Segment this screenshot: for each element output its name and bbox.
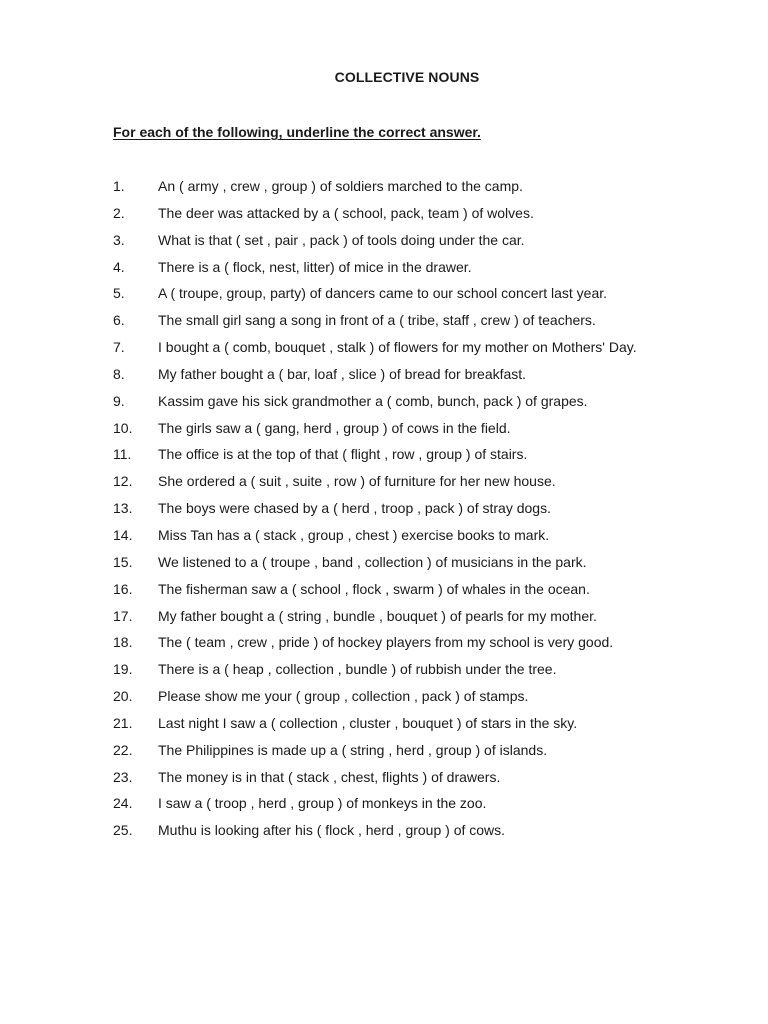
question-text: The deer was attacked by a ( school, pack, team ) of wolves.: [158, 204, 534, 221]
question-text: The small girl sang a song in front of a ( tribe, staff , crew ) of teachers.: [158, 312, 596, 329]
question-text: The Philippines is made up a ( string , herd , group ) of islands.: [158, 741, 548, 758]
question-number: 12.: [113, 473, 133, 490]
question-number: 6.: [113, 312, 125, 329]
question-number: 19.: [113, 661, 133, 678]
question-number: 3.: [113, 231, 125, 248]
instruction-text: For each of the following, underline the correct answer.: [113, 124, 481, 140]
question-number: 22.: [113, 741, 133, 758]
page-title: COLLECTIVE NOUNS: [334, 69, 480, 85]
question-text: I saw a ( troop , herd , group ) of monkeys in the zoo.: [158, 795, 487, 812]
question-text: My father bought a ( string , bundle , bouquet ) of pearls for my mother.: [158, 607, 597, 624]
question-text: The ( team , crew , pride ) of hockey players from my school is very good.: [158, 634, 614, 651]
question-text: I bought a ( comb, bouquet , stalk ) of flowers for my mother on Mothers' Day.: [158, 339, 637, 356]
question-number: 5.: [113, 285, 125, 302]
question-text: A ( troupe, group, party) of dancers came to our school concert last year.: [158, 285, 608, 302]
question-number: 1.: [113, 178, 125, 194]
question-number: 23.: [113, 768, 133, 785]
question-number: 16.: [113, 580, 133, 597]
question-text: There is a ( heap , collection , bundle ) of rubbish under the tree.: [158, 661, 557, 678]
question-number: 4.: [113, 258, 125, 275]
question-text: The fisherman saw a ( school , flock , swarm ) of whales in the ocean.: [158, 580, 590, 597]
question-number: 2.: [113, 204, 125, 221]
question-text: Please show me your ( group , collection , pack ) of stamps.: [158, 688, 529, 705]
question-number: 17.: [113, 607, 133, 624]
question-number: 21.: [113, 714, 133, 731]
question-text: The office is at the top of that ( flight , row , group ) of stairs.: [158, 446, 528, 463]
question-number: 8.: [113, 365, 125, 382]
question-number: 14.: [113, 526, 133, 543]
question-text: She ordered a ( suit , suite , row ) of furniture for her new house.: [158, 473, 556, 490]
question-text: Last night I saw a ( collection , cluster , bouquet ) of stars in the sky.: [158, 714, 578, 731]
question-number: 9.: [113, 392, 125, 409]
question-number: 15.: [113, 553, 133, 570]
question-text: My father bought a ( bar, loaf , slice ) of bread for breakfast.: [158, 365, 527, 382]
question-text: Muthu is looking after his ( flock , herd , group ) of cows.: [158, 822, 506, 839]
question-number: 13.: [113, 500, 133, 517]
question-text: We listened to a ( troupe , band , collection ) of musicians in the park.: [158, 553, 587, 570]
question-text: The boys were chased by a ( herd , troop , pack ) of stray dogs.: [158, 500, 551, 517]
question-text: Miss Tan has a ( stack , group , chest ) exercise books to mark.: [158, 526, 550, 543]
question-number: 24.: [113, 795, 133, 812]
question-text: Kassim gave his sick grandmother a ( comb, bunch, pack ) of grapes.: [158, 392, 588, 409]
question-number: 7.: [113, 339, 125, 356]
question-number: 25.: [113, 822, 133, 839]
question-text: There is a ( flock, nest, litter) of mice in the drawer.: [158, 258, 472, 275]
question-text: The girls saw a ( gang, herd , group ) of cows in the field.: [158, 419, 511, 436]
question-number: 10.: [113, 419, 133, 436]
question-text: An ( army , crew , group ) of soldiers marched to the camp.: [158, 178, 523, 194]
question-number: 20.: [113, 688, 133, 705]
question-number: 18.: [113, 634, 133, 651]
question-text: The money is in that ( stack , chest, flights ) of drawers.: [158, 768, 501, 785]
question-text: What is that ( set , pair , pack ) of tools doing under the car.: [158, 231, 525, 248]
question-number: 11.: [113, 446, 132, 463]
